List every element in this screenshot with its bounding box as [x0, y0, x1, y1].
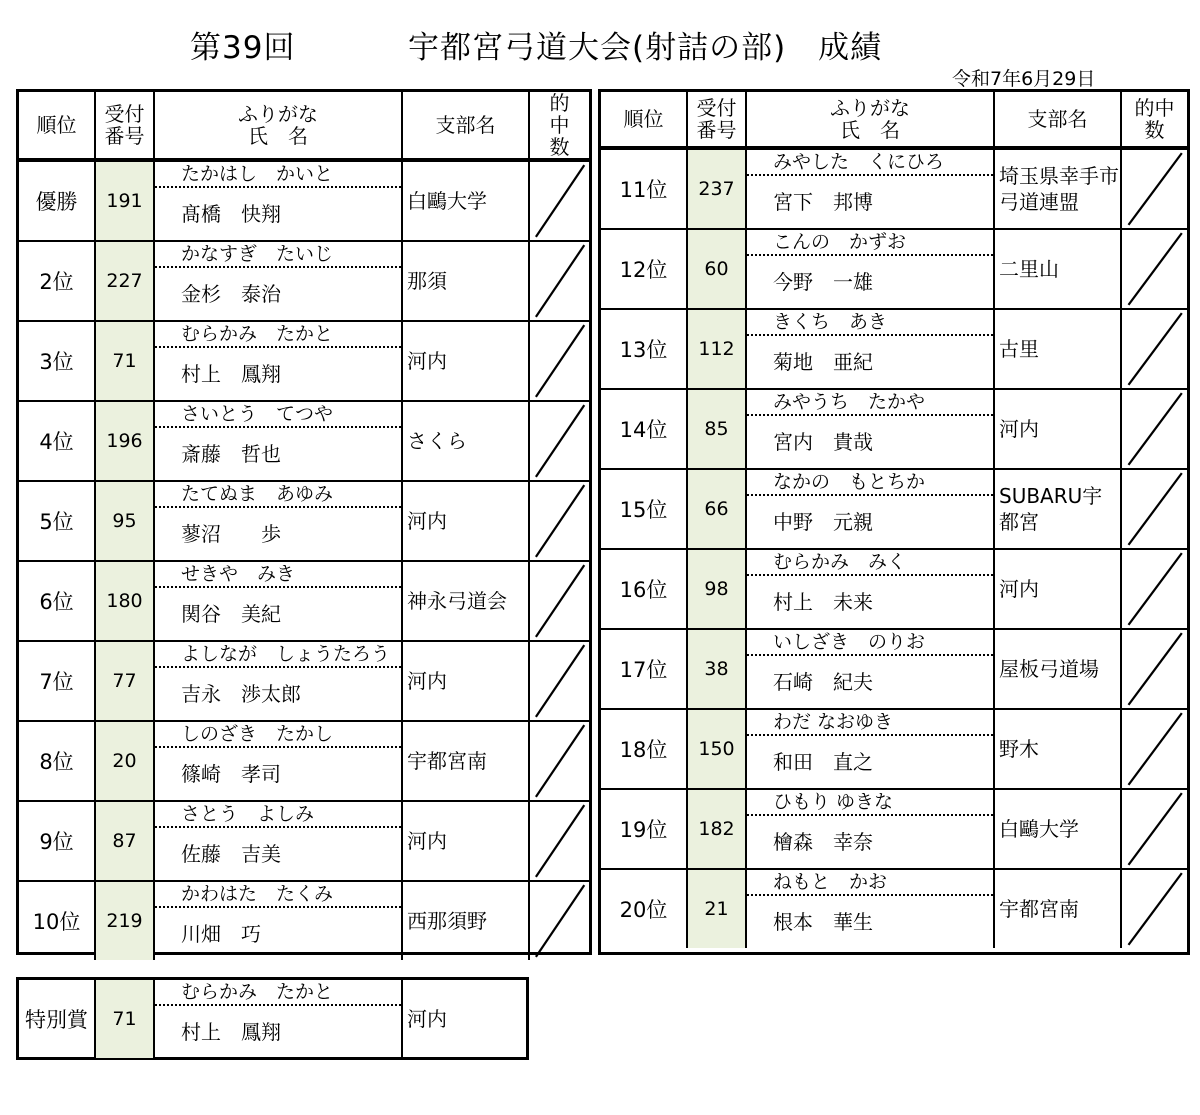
name-cell	[746, 869, 994, 948]
branch-cell: 宇都宮南	[402, 721, 529, 801]
number-cell: 150	[687, 709, 746, 789]
rank-cell: 7位	[19, 641, 95, 721]
number-cell: 21	[687, 869, 746, 948]
result-row	[19, 641, 589, 721]
special-number: 71	[95, 980, 154, 1058]
table-header-row	[601, 92, 1187, 148]
hits-cell	[529, 721, 589, 801]
header-name	[746, 92, 994, 148]
name-cell	[154, 801, 402, 881]
name-cell	[746, 549, 994, 629]
number-cell: 95	[95, 481, 154, 561]
furigana-text: きくち あき	[747, 310, 993, 336]
name-cell	[154, 881, 402, 960]
name-cell	[154, 321, 402, 401]
number-cell: 182	[687, 789, 746, 869]
slash-mark	[1122, 470, 1187, 548]
branch-cell: 河内	[402, 801, 529, 881]
rank-cell: 5位	[19, 481, 95, 561]
hits-cell	[1121, 629, 1187, 709]
result-row	[601, 629, 1187, 709]
hits-cell	[1121, 309, 1187, 389]
furigana-text: むらかみ みく	[747, 550, 993, 576]
event-title: 宇都宮弓道大会(射詰の部) 成績	[408, 30, 883, 66]
furigana-text: かなすぎ たいじ	[155, 242, 401, 268]
special-branch: 河内	[407, 1007, 447, 1031]
branch-cell: 那須	[402, 241, 529, 321]
special-furigana: むらかみ たかと	[155, 980, 401, 1006]
hits-cell	[1121, 389, 1187, 469]
name-cell	[746, 789, 994, 869]
rank-cell: 18位	[601, 709, 687, 789]
rank-cell: 20位	[601, 869, 687, 948]
header-furigana: ふりがな	[238, 102, 318, 126]
result-row	[19, 801, 589, 881]
header-hits: 的中数	[1121, 92, 1187, 148]
results-table-right	[598, 89, 1190, 955]
branch-cell: 河内	[402, 481, 529, 561]
hits-cell	[529, 481, 589, 561]
branch-cell: 西那須野	[402, 881, 529, 960]
hits-cell	[1121, 549, 1187, 629]
rank-cell: 12位	[601, 229, 687, 309]
number-cell: 112	[687, 309, 746, 389]
header-name	[154, 92, 402, 160]
number-cell: 191	[95, 160, 154, 241]
slash-mark	[530, 722, 589, 800]
hits-cell	[529, 321, 589, 401]
special-name-cell	[154, 980, 402, 1058]
name-text: 石崎 紀夫	[773, 670, 873, 694]
branch-cell: 白鷗大学	[402, 160, 529, 241]
slash-mark	[1122, 230, 1187, 308]
name-cell	[154, 561, 402, 641]
name-cell	[746, 229, 994, 309]
result-row	[601, 309, 1187, 389]
number-cell: 237	[687, 148, 746, 229]
furigana-text: わだ なおゆき	[747, 710, 993, 736]
header-kanji: 氏 名	[248, 124, 308, 148]
rank-cell: 13位	[601, 309, 687, 389]
name-text: 今野 一雄	[773, 270, 873, 294]
hits-cell	[1121, 709, 1187, 789]
hits-cell	[1121, 148, 1187, 229]
header-branch: 支部名	[994, 92, 1121, 148]
number-cell: 219	[95, 881, 154, 960]
number-cell: 60	[687, 229, 746, 309]
number-cell: 38	[687, 629, 746, 709]
rank-cell: 10位	[19, 881, 95, 960]
name-text: 蓼沼 歩	[181, 522, 281, 546]
slash-mark	[1122, 710, 1187, 788]
result-row	[19, 401, 589, 481]
rank-cell: 8位	[19, 721, 95, 801]
result-row	[601, 549, 1187, 629]
hits-cell	[1121, 469, 1187, 549]
rank-cell: 19位	[601, 789, 687, 869]
results-left-body	[19, 160, 589, 960]
branch-cell: 野木	[994, 709, 1121, 789]
results-table-left	[16, 89, 592, 955]
furigana-text: たかはし かいと	[155, 162, 401, 188]
name-cell	[746, 389, 994, 469]
hits-cell	[529, 641, 589, 721]
special-award-row	[19, 980, 526, 1058]
name-cell	[154, 241, 402, 321]
name-text: 髙橋 快翔	[181, 202, 281, 226]
hits-cell	[529, 561, 589, 641]
name-text: 宮下 邦博	[773, 190, 873, 214]
slash-mark	[530, 482, 589, 560]
slash-mark	[1122, 150, 1187, 228]
event-date: 令和7年6月29日	[952, 68, 1096, 90]
slash-mark	[530, 242, 589, 320]
furigana-text: さとう よしみ	[155, 802, 401, 828]
name-cell	[154, 721, 402, 801]
rank-cell: 2位	[19, 241, 95, 321]
rank-cell: 15位	[601, 469, 687, 549]
name-text: 菊地 亜紀	[773, 350, 873, 374]
rank-cell: 9位	[19, 801, 95, 881]
name-cell	[154, 641, 402, 721]
rank-cell: 17位	[601, 629, 687, 709]
result-row	[19, 481, 589, 561]
branch-cell: 神永弓道会	[402, 561, 529, 641]
rank-cell: 3位	[19, 321, 95, 401]
hits-cell	[529, 160, 589, 241]
number-cell: 85	[687, 389, 746, 469]
branch-cell: 河内	[402, 321, 529, 401]
furigana-text: むらかみ たかと	[155, 322, 401, 348]
number-cell: 20	[95, 721, 154, 801]
branch-cell: 宇都宮南	[994, 869, 1121, 948]
name-cell	[154, 401, 402, 481]
rank-cell: 優勝	[19, 160, 95, 241]
name-text: 村上 鳳翔	[181, 362, 281, 386]
rank-cell: 14位	[601, 389, 687, 469]
furigana-text: みやうち たかや	[747, 390, 993, 416]
name-cell	[154, 481, 402, 561]
name-text: 宮内 貴哉	[773, 430, 873, 454]
header-number: 受付番号	[95, 92, 154, 160]
number-cell: 87	[95, 801, 154, 881]
name-cell	[154, 160, 402, 241]
hits-cell	[1121, 869, 1187, 948]
name-text: 関谷 美紀	[181, 602, 281, 626]
slash-mark	[530, 162, 589, 240]
branch-cell: 屋板弓道場	[994, 629, 1121, 709]
results-right-body	[601, 148, 1187, 948]
slash-mark	[1122, 310, 1187, 388]
hits-cell	[529, 241, 589, 321]
branch-cell: 二里山	[994, 229, 1121, 309]
number-cell: 180	[95, 561, 154, 641]
slash-mark	[1122, 390, 1187, 468]
header-hits: 的中数	[529, 92, 589, 160]
header-branch: 支部名	[402, 92, 529, 160]
furigana-text: ひもり ゆきな	[747, 790, 993, 816]
special-rank: 特別賞	[19, 980, 95, 1058]
furigana-text: しのざき たかし	[155, 722, 401, 748]
name-text: 根本 華生	[773, 910, 873, 934]
slash-mark	[530, 562, 589, 640]
header-number: 受付番号	[687, 92, 746, 148]
special-award-table	[16, 977, 529, 1060]
hits-cell	[529, 881, 589, 960]
name-cell	[746, 629, 994, 709]
table-header-row	[19, 92, 589, 160]
number-cell: 98	[687, 549, 746, 629]
name-cell	[746, 469, 994, 549]
number-cell: 71	[95, 321, 154, 401]
furigana-text: こんの かずお	[747, 230, 993, 256]
number-cell: 227	[95, 241, 154, 321]
result-row	[601, 389, 1187, 469]
name-text: 吉永 渉太郎	[181, 682, 301, 706]
event-number: 第39回	[190, 30, 296, 66]
result-row	[19, 241, 589, 321]
hits-cell	[529, 801, 589, 881]
furigana-text: なかの もとちか	[747, 470, 993, 496]
rank-cell: 6位	[19, 561, 95, 641]
name-text: 川畑 巧	[181, 922, 261, 946]
name-cell	[746, 148, 994, 229]
furigana-text: いしざき のりお	[747, 630, 993, 656]
number-cell: 196	[95, 401, 154, 481]
header-furigana: ふりがな	[830, 96, 910, 120]
slash-mark	[530, 882, 589, 960]
number-cell: 66	[687, 469, 746, 549]
slash-mark	[1122, 790, 1187, 868]
name-cell	[746, 309, 994, 389]
branch-cell: 白鷗大学	[994, 789, 1121, 869]
slash-mark	[530, 402, 589, 480]
name-cell	[746, 709, 994, 789]
hits-cell	[529, 401, 589, 481]
rank-cell: 16位	[601, 549, 687, 629]
name-text: 村上 未来	[773, 590, 873, 614]
result-row	[601, 869, 1187, 948]
branch-cell: 河内	[994, 549, 1121, 629]
name-text: 中野 元親	[773, 510, 873, 534]
branch-cell: 埼玉県幸手市弓道連盟	[994, 148, 1121, 229]
slash-mark	[1122, 870, 1187, 948]
result-row	[601, 789, 1187, 869]
name-text: 檜森 幸奈	[773, 830, 873, 854]
result-row	[19, 561, 589, 641]
furigana-text: たてぬま あゆみ	[155, 482, 401, 508]
furigana-text: みやした くにひろ	[747, 150, 993, 176]
result-row	[601, 229, 1187, 309]
furigana-text: さいとう てつや	[155, 402, 401, 428]
result-row	[19, 721, 589, 801]
slash-mark	[530, 322, 589, 400]
branch-cell: SUBARU宇都宮	[994, 469, 1121, 549]
header-rank: 順位	[601, 92, 687, 148]
header-rank: 順位	[19, 92, 95, 160]
name-text: 金杉 泰治	[181, 282, 281, 306]
name-text: 篠崎 孝司	[181, 762, 281, 786]
header-kanji: 氏 名	[840, 118, 900, 142]
rank-cell: 4位	[19, 401, 95, 481]
furigana-text: よしなが しょうたろう	[155, 642, 401, 668]
number-cell: 77	[95, 641, 154, 721]
page-title	[0, 22, 1200, 66]
special-name: 村上 鳳翔	[181, 1020, 281, 1044]
slash-mark	[1122, 550, 1187, 628]
slash-mark	[1122, 630, 1187, 708]
furigana-text: かわはた たくみ	[155, 882, 401, 908]
hits-cell	[1121, 789, 1187, 869]
name-text: 和田 直之	[773, 750, 873, 774]
result-row	[19, 881, 589, 960]
name-text: 斎藤 哲也	[181, 442, 281, 466]
branch-cell: 河内	[402, 641, 529, 721]
result-row	[601, 709, 1187, 789]
rank-cell: 11位	[601, 148, 687, 229]
slash-mark	[530, 802, 589, 880]
branch-cell: 河内	[994, 389, 1121, 469]
slash-mark	[530, 642, 589, 720]
result-row	[19, 160, 589, 241]
branch-cell: 古里	[994, 309, 1121, 389]
branch-cell: さくら	[402, 401, 529, 481]
result-row	[601, 148, 1187, 229]
name-text: 佐藤 吉美	[181, 842, 281, 866]
furigana-text: ねもと かお	[747, 870, 993, 896]
result-row	[19, 321, 589, 401]
hits-cell	[1121, 229, 1187, 309]
furigana-text: せきや みき	[155, 562, 401, 588]
result-row	[601, 469, 1187, 549]
